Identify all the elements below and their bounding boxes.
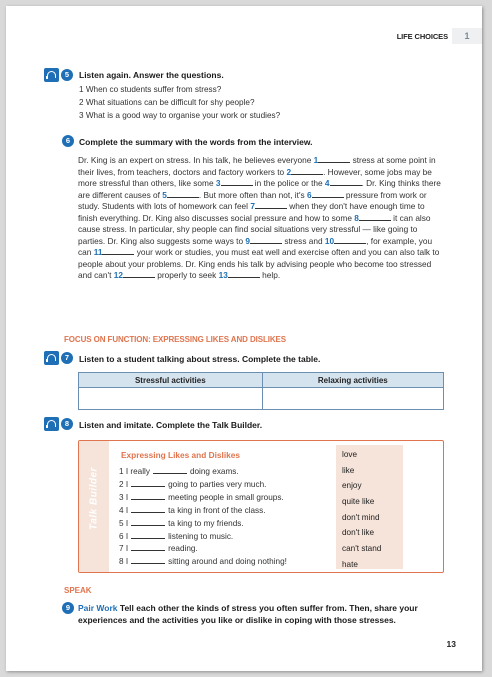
talk-builder-title: Expressing Likes and Dislikes bbox=[121, 450, 240, 460]
table-header-stressful: Stressful activities bbox=[79, 373, 263, 388]
exercise-9-text: Tell each other the kinds of stress you often suffer from. Then, share your experiences and the activities you like or dislike in coping with those stresses. bbox=[78, 603, 418, 625]
summary-text: stress and bbox=[282, 235, 325, 246]
activities-table bbox=[78, 372, 444, 410]
answer-blank[interactable] bbox=[291, 167, 323, 175]
talk-builder-box bbox=[78, 440, 444, 573]
blank-number: 9 bbox=[245, 235, 251, 246]
question-3: 3 What is a good way to organise your work or studies? bbox=[79, 111, 281, 120]
blank-number: 11 bbox=[93, 247, 103, 258]
audio-icon[interactable] bbox=[44, 68, 59, 82]
word-bank-item: like bbox=[342, 465, 355, 475]
blank-number: 1 bbox=[313, 155, 319, 165]
answer-blank[interactable] bbox=[131, 518, 165, 526]
audio-icon[interactable] bbox=[44, 417, 59, 431]
summary-text: help. bbox=[259, 270, 281, 281]
summary-text: properly to seek bbox=[154, 270, 219, 281]
answer-blank[interactable] bbox=[250, 236, 282, 244]
talk-builder-line bbox=[119, 492, 284, 502]
blank-number: 13 bbox=[218, 270, 228, 281]
table-cell-stressful[interactable] bbox=[79, 388, 263, 410]
answer-blank[interactable] bbox=[123, 270, 155, 278]
answer-blank[interactable] bbox=[255, 201, 287, 209]
blank-number: 4 bbox=[324, 178, 330, 189]
line-end: listening to music. bbox=[168, 531, 234, 541]
summary-paragraph bbox=[78, 155, 444, 282]
summary-text: stress at some point in their lives, from teachers, doctors and factory workers to bbox=[78, 155, 436, 177]
answer-blank[interactable] bbox=[359, 213, 391, 221]
answer-blank[interactable] bbox=[167, 190, 199, 198]
line-start: 6 I bbox=[119, 531, 129, 541]
line-start: 7 I bbox=[119, 544, 129, 554]
answer-blank[interactable] bbox=[131, 505, 165, 513]
summary-text: Dr. King is an expert on stress. In his talk, he believes everyone bbox=[78, 155, 314, 165]
exercise-6-instruction: Complete the summary with the words from the interview. bbox=[79, 137, 313, 147]
line-end: ta king to my friends. bbox=[168, 518, 244, 528]
exercise-6-number: 6 bbox=[62, 135, 74, 147]
line-end: ta king in front of the class. bbox=[168, 505, 266, 515]
summary-text: it can also cause stress. In particular, shy people can find social situations very stressful — like going to parties. Dr. King also suggests some ways to bbox=[78, 212, 431, 246]
talk-builder-line bbox=[119, 466, 239, 476]
table-header-relaxing: Relaxing activities bbox=[262, 373, 443, 388]
answer-blank[interactable] bbox=[131, 479, 165, 487]
blank-number: 2 bbox=[286, 166, 292, 177]
table-cell-relaxing[interactable] bbox=[262, 388, 443, 410]
word-bank-item: don't like bbox=[342, 528, 375, 538]
textbook-page bbox=[6, 6, 482, 671]
line-start: 8 I bbox=[119, 557, 129, 567]
exercise-8-instruction: Listen and imitate. Complete the Talk Builder. bbox=[79, 420, 263, 430]
exercise-7-number: 7 bbox=[61, 352, 73, 364]
word-bank-item: hate bbox=[342, 559, 358, 569]
exercise-5-instruction: Listen again. Answer the questions. bbox=[79, 70, 224, 80]
exercise-5-number: 5 bbox=[61, 69, 73, 81]
blank-number: 7 bbox=[250, 201, 255, 212]
blank-number: 12 bbox=[113, 270, 123, 281]
summary-text: in the police or the bbox=[252, 178, 325, 189]
word-bank-item: quite like bbox=[342, 497, 375, 507]
line-end: going to parties very much. bbox=[168, 479, 267, 489]
question-2: 2 What situations can be difficult for shy people? bbox=[79, 98, 255, 107]
answer-blank[interactable] bbox=[102, 247, 134, 255]
word-bank-item: don't mind bbox=[342, 512, 380, 522]
summary-text: when they don't have enough time to finish everything. Dr. King also discusses social pressure and how to some bbox=[78, 201, 425, 223]
talk-builder-side bbox=[79, 441, 109, 572]
answer-blank[interactable] bbox=[131, 492, 165, 500]
summary-text: , for example, you can bbox=[78, 235, 433, 258]
summary-text: pressure from work or study. Students with lots of homework can feel bbox=[78, 189, 427, 212]
exercise-9-instruction bbox=[78, 603, 448, 626]
exercise-7-instruction: Listen to a student talking about stress. Complete the table. bbox=[79, 354, 321, 364]
blank-number: 5 bbox=[162, 189, 167, 200]
talk-builder-line bbox=[119, 518, 244, 528]
word-bank-item: can't stand bbox=[342, 544, 382, 554]
pair-work-label: Pair Work bbox=[78, 603, 118, 613]
exercise-9-number: 9 bbox=[62, 602, 74, 614]
speak-heading: SPEAK bbox=[64, 586, 92, 595]
talk-builder-label: Talk Builder bbox=[88, 467, 100, 530]
line-start: 5 I bbox=[119, 518, 129, 528]
unit-number: 1 bbox=[452, 28, 482, 44]
talk-builder-line bbox=[119, 531, 233, 541]
answer-blank[interactable] bbox=[318, 155, 350, 163]
chapter-title: LIFE CHOICES bbox=[396, 32, 448, 41]
word-bank-item: love bbox=[342, 450, 358, 459]
answer-blank[interactable] bbox=[131, 543, 165, 551]
summary-text: your work or studies, you must eat well and exercise often and you can also talk to people about your problems. Dr. King ends his talk by advising people who become too stressed and can't bbox=[78, 247, 440, 281]
line-start: 4 I bbox=[119, 505, 129, 515]
line-end: reading. bbox=[168, 544, 198, 554]
line-end: meeting people in small groups. bbox=[168, 492, 284, 502]
talk-builder-line bbox=[119, 505, 266, 515]
blank-number: 8 bbox=[354, 212, 359, 223]
word-bank-item: enjoy bbox=[342, 481, 362, 491]
summary-text: . Dr. King thinks there are different causes of bbox=[78, 178, 441, 200]
summary-text: . However, some jobs may be more stressful than others, like some bbox=[78, 166, 432, 189]
line-end: doing exams. bbox=[189, 467, 239, 476]
answer-blank[interactable] bbox=[228, 270, 260, 278]
answer-blank[interactable] bbox=[131, 556, 165, 564]
talk-builder-line bbox=[119, 479, 266, 489]
talk-builder-line bbox=[119, 543, 198, 553]
line-end: sitting around and doing nothing! bbox=[168, 557, 287, 567]
talk-builder-line bbox=[119, 556, 287, 566]
exercise-8-number: 8 bbox=[61, 418, 73, 430]
line-start: 3 I bbox=[119, 492, 129, 502]
blank-number: 3 bbox=[215, 178, 221, 189]
page-number: 13 bbox=[446, 639, 456, 649]
audio-icon[interactable] bbox=[44, 351, 59, 365]
question-1: 1 When co students suffer from stress? bbox=[79, 85, 222, 94]
summary-text: . But more often than not, it's bbox=[198, 189, 307, 200]
answer-blank[interactable] bbox=[221, 178, 253, 186]
blank-number: 10 bbox=[324, 235, 335, 246]
line-start: 2 I bbox=[119, 479, 129, 489]
line-start: 1 I really bbox=[119, 467, 150, 476]
focus-heading: FOCUS ON FUNCTION: EXPRESSING LIKES AND DISLIKES bbox=[64, 335, 287, 344]
answer-blank[interactable] bbox=[312, 190, 344, 198]
answer-blank[interactable] bbox=[153, 466, 187, 474]
blank-number: 6 bbox=[307, 189, 312, 200]
answer-blank[interactable] bbox=[334, 236, 366, 244]
answer-blank[interactable] bbox=[131, 531, 165, 539]
word-bank bbox=[336, 445, 403, 569]
answer-blank[interactable] bbox=[330, 178, 362, 186]
